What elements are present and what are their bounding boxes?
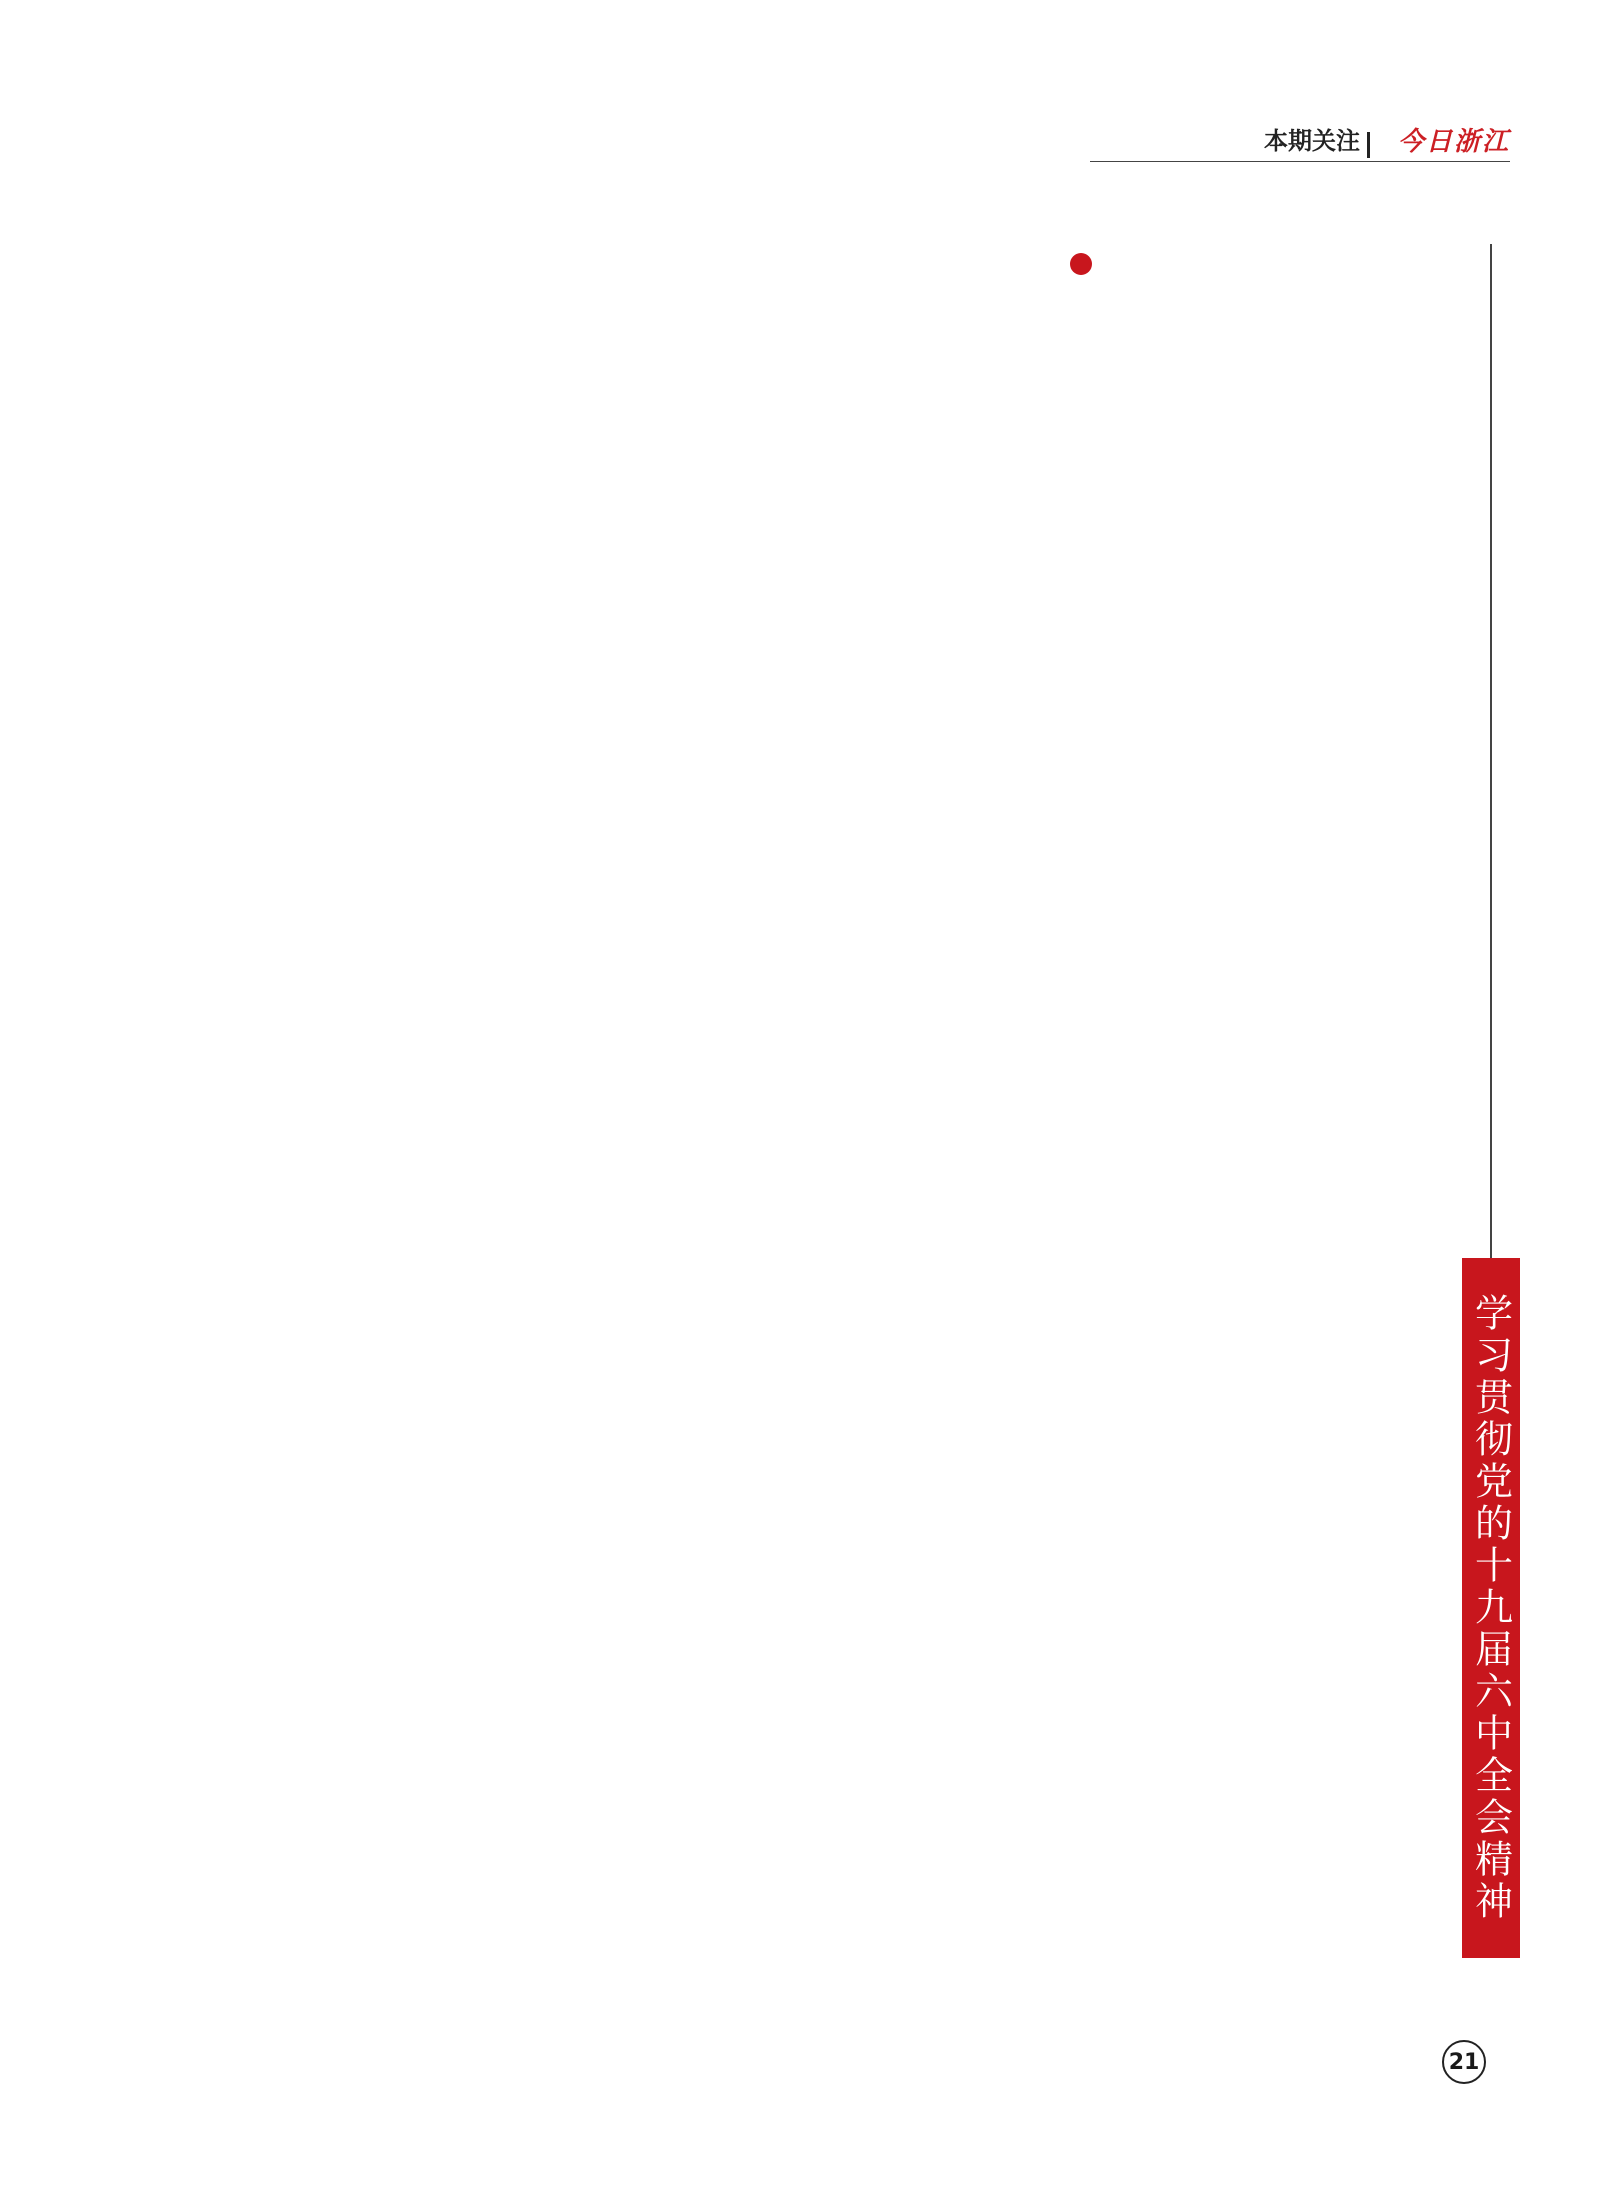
page-number: 21 xyxy=(1442,2040,1486,2084)
section-label: 本期关注 xyxy=(1264,127,1360,155)
article-column-2 xyxy=(566,236,984,1956)
sidebar-banner xyxy=(1462,1258,1520,1958)
banner-text: 学习贯彻党的十九届六中全会精神 xyxy=(1468,1293,1513,1923)
page-header xyxy=(1090,118,1510,162)
article-column-3 xyxy=(1018,236,1436,1956)
header-rule xyxy=(1090,161,1510,162)
end-mark-icon: 今 xyxy=(1070,253,1092,275)
header-separator xyxy=(1367,132,1370,158)
column-divider xyxy=(1490,244,1492,1284)
masthead-logo: 今日浙江 xyxy=(1397,127,1510,157)
article-column-1 xyxy=(112,236,530,1956)
paragraph xyxy=(1018,236,1436,284)
